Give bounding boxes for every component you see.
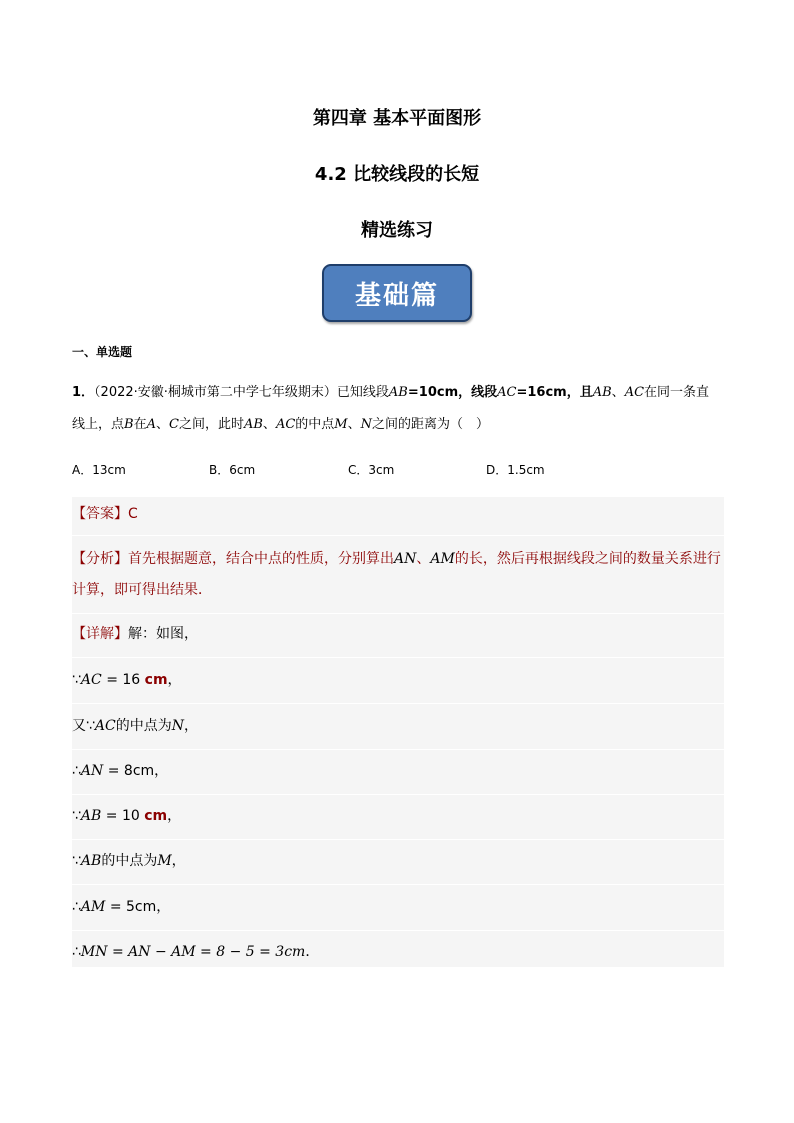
divider (72, 930, 724, 931)
question-line-1: 1．（2022·安徽·桐城市第二中学七年级期末）已知线段AB=10cm，线段AC=16cm，且AB、AC在同一条直 (72, 385, 710, 400)
divider (72, 657, 724, 658)
practice-title: 精选练习 (361, 220, 433, 241)
step-1: ∵AC = 16 cm， (72, 672, 182, 688)
level-badge: 基础篇 (322, 264, 472, 322)
divider (72, 535, 724, 536)
question-line-2: 线上，点B在A、C之间，此时AB、AC的中点M、N之间的距离为（ ） (72, 417, 490, 432)
divider (72, 703, 724, 704)
chapter-title: 第四章 基本平面图形 (312, 108, 482, 129)
step-7: ∴MN = AN − AM = 8 − 5 = 3cm． (72, 944, 320, 960)
step-3: ∴AN = 8cm， (72, 763, 169, 779)
option-a: A．13cm (72, 463, 126, 477)
section-heading: 一、单选题 (72, 345, 133, 359)
option-d: D．1.5cm (486, 463, 545, 477)
divider (72, 613, 724, 614)
question-source: （2022·安徽·桐城市第二中学七年级期末） (94, 385, 337, 400)
step-5: ∵AB的中点为M， (72, 853, 186, 869)
divider (72, 839, 724, 840)
analysis-row-2: 计算，即可得出结果． (72, 582, 212, 598)
divider (72, 749, 724, 750)
divider (72, 794, 724, 795)
option-b: B．6cm (209, 463, 256, 477)
question-number: 1． (72, 385, 95, 400)
answer-row: 【答案】C (72, 506, 138, 522)
analysis-row-1: 【分析】首先根据题意，结合中点的性质，分别算出AN、AM的长，然后再根据线段之间的数量关系进行 (72, 551, 721, 567)
section-title: 4.2 比较线段的长短 (314, 164, 480, 185)
step-6: ∴AM = 5cm， (72, 899, 171, 915)
detail-row: 【详解】解：如图， (72, 626, 198, 642)
step-4: ∵AB = 10 cm， (72, 808, 182, 824)
divider (72, 884, 724, 885)
option-c: C．3cm (348, 463, 395, 477)
step-2: 又∵AC的中点为N， (72, 718, 198, 734)
